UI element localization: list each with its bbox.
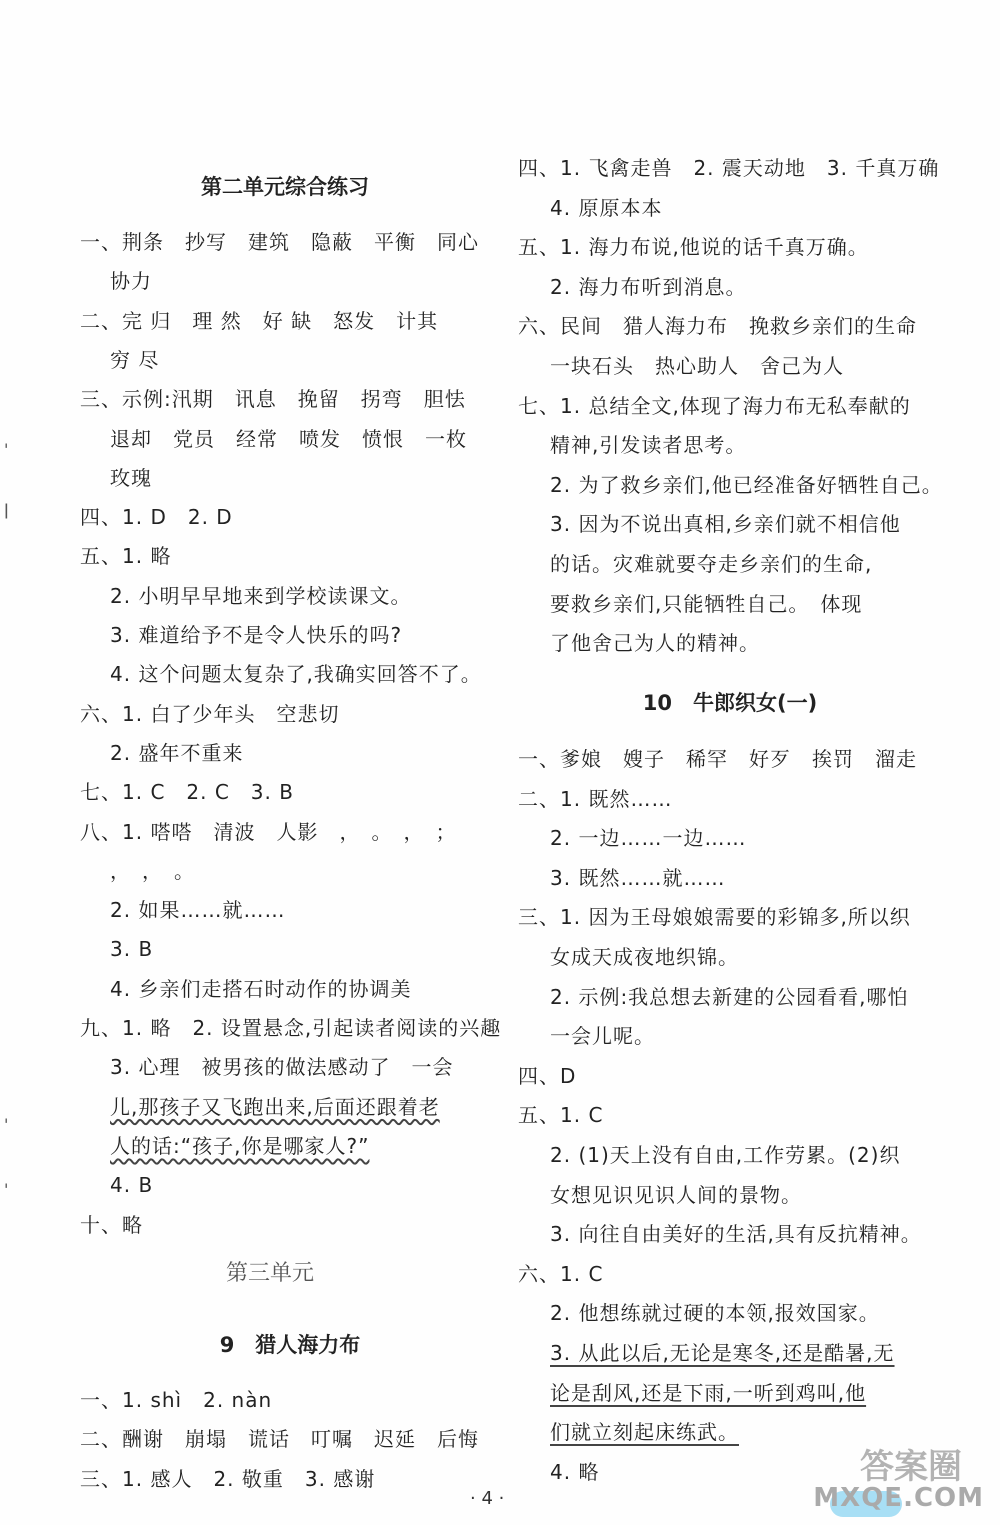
question-number: 四、 <box>518 156 560 180</box>
margin-mark: ' <box>4 1115 9 1134</box>
answer-text: 要救乡亲们,只能牺牲自己。 体现 <box>550 591 863 616</box>
answer-line <box>518 1260 603 1288</box>
answer-line <box>550 943 739 971</box>
answer-line <box>110 267 152 295</box>
answer-line <box>550 1339 895 1367</box>
answer-line <box>550 1418 739 1446</box>
question-number: 三、 <box>80 1466 122 1491</box>
answer-line <box>110 621 402 649</box>
answer-text: 1. shì 2. nàn <box>122 1388 273 1412</box>
answer-line <box>550 629 760 657</box>
answer-text: 民间 猎人海力布 挽救乡亲们的生命 <box>560 314 917 339</box>
answer-text: 3. B <box>110 937 154 962</box>
answer-line <box>550 352 844 380</box>
answer-text: 女想见识见识人间的景物。 <box>550 1182 802 1207</box>
answer-line <box>518 745 917 773</box>
answer-text: 1. 海力布说,他说的话千真万确。 <box>560 235 869 260</box>
answer-text: 精神,引发读者思考。 <box>550 433 747 458</box>
answer-text: 1. 感人 2. 敬重 3. 感谢 <box>122 1466 376 1491</box>
answer-line <box>80 1386 272 1414</box>
question-number: 六、 <box>518 314 560 339</box>
answer-line <box>550 824 746 852</box>
answer-line <box>518 233 869 261</box>
answer-text: 4. 这个问题太复杂了,我确实回答不了。 <box>110 662 482 687</box>
watermark-url: MXQE.COM <box>813 1483 984 1513</box>
answer-text: 4. B <box>110 1173 154 1198</box>
answer-line <box>518 785 672 813</box>
answer-text: 爹娘 嫂子 稀罕 好歹 挨罚 溜走 <box>560 747 917 771</box>
answer-line <box>550 273 746 301</box>
answer-line <box>550 1379 866 1407</box>
answer-text: 1. 嗒嗒 清波 人影 ， 。 ， ； <box>122 819 457 844</box>
answer-text: ， ， 。 <box>110 858 195 883</box>
answer-text: 4. 乡亲们走搭石时动作的协调美 <box>110 976 412 1001</box>
question-number: 二、 <box>80 308 122 333</box>
answer-line <box>550 471 943 499</box>
margin-mark: ' <box>4 1180 9 1199</box>
answer-text: 1. C 2. C 3. B <box>122 780 294 805</box>
question-number: 十、 <box>80 1212 122 1237</box>
question-number: 三、 <box>80 387 122 412</box>
answer-text: 2. (1)天上没有自由,工作劳累。(2)织 <box>550 1143 901 1167</box>
answer-text: 论是刮风,还是下雨,一听到鸡叫,他 <box>550 1380 867 1405</box>
answer-line <box>80 228 479 256</box>
lesson10-title: 10 牛郎织女(一) <box>642 691 818 715</box>
answer-line <box>110 857 195 885</box>
watermark-logo: 答案圈 <box>860 1447 962 1487</box>
answer-line <box>550 550 872 578</box>
answer-text: 2. 一边……一边…… <box>550 826 747 851</box>
answer-text: 1. 因为王母娘娘需要的彩锦多,所以织 <box>560 905 911 930</box>
answer-line <box>550 1141 900 1169</box>
answer-line <box>110 1132 369 1160</box>
answer-line <box>110 1053 453 1081</box>
answer-text: 3. 难道给予不是令人快乐的吗? <box>110 623 403 647</box>
answer-line <box>518 1062 576 1090</box>
question-number: 一、 <box>80 1388 122 1412</box>
question-number: 八、 <box>80 819 122 844</box>
answer-line <box>110 975 411 1003</box>
lesson9-title: 9 猎人海力布 <box>219 1333 361 1357</box>
answer-line <box>550 1299 880 1327</box>
answer-line <box>110 464 152 492</box>
answer-text: 玫瑰 <box>110 465 152 490</box>
answer-line <box>550 1220 922 1248</box>
question-number: 二、 <box>80 1427 122 1452</box>
answer-text: 退却 党员 经常 喷发 愤恨 一枚 <box>110 426 467 451</box>
answer-line <box>550 983 909 1011</box>
answer-line <box>518 1101 603 1129</box>
answer-text: 略 <box>122 1212 143 1237</box>
answer-text: 儿,那孩子又飞跑出来,后面还跟着老 <box>110 1094 440 1119</box>
answer-line <box>518 903 911 931</box>
answer-line <box>80 1211 143 1239</box>
answer-text: 2. 示例:我总想去新建的公园看看,哪怕 <box>550 984 909 1009</box>
margin-mark: ǀ <box>4 500 9 519</box>
answer-line <box>80 385 466 413</box>
question-number: 三、 <box>518 905 560 930</box>
answer-line <box>80 778 294 806</box>
question-number: 七、 <box>80 780 122 805</box>
answer-text: 1. 略 <box>122 544 172 569</box>
question-number: 六、 <box>80 701 122 726</box>
answer-text: 2. 他想练就过硬的本领,报效国家。 <box>550 1301 880 1326</box>
answer-text: 穷 尽 <box>110 347 160 372</box>
answer-text: 3. 既然……就…… <box>550 865 726 890</box>
answer-text: 示例:汛期 讯息 挽留 拐弯 胆怯 <box>122 387 466 412</box>
answer-text: 人的话:“孩子,你是哪家人?” <box>110 1133 370 1158</box>
answer-text: 1. 既然…… <box>560 786 673 811</box>
answer-line <box>80 700 339 728</box>
answer-text: 了他舍己为人的精神。 <box>550 631 760 656</box>
answer-line <box>518 154 939 182</box>
answer-text: 一会儿呢。 <box>550 1024 655 1049</box>
answer-text: 们就立刻起床练武。 <box>550 1420 739 1445</box>
answer-text: 1. 略 2. 设置悬念,引起读者阅读的兴趣 <box>122 1016 502 1040</box>
answer-line <box>80 818 456 846</box>
answer-text: 2. 如果……就…… <box>110 898 286 923</box>
answer-text: 1. 白了少年头 空悲切 <box>122 701 340 726</box>
question-number: 二、 <box>518 786 560 811</box>
answer-line <box>110 346 159 374</box>
answer-text: 完 归 理 然 好 缺 怒发 计其 <box>122 308 439 333</box>
answer-text: 酬谢 崩塌 谎话 叮嘱 迟延 后悔 <box>122 1427 479 1452</box>
answer-line <box>80 503 233 531</box>
unit-title: 第三单元 <box>225 1261 314 1286</box>
answer-line <box>110 1093 440 1121</box>
answer-line <box>550 590 862 618</box>
answer-text: D <box>560 1063 577 1088</box>
answer-line <box>110 935 153 963</box>
answer-line <box>80 1014 501 1042</box>
watermark <box>800 1439 990 1519</box>
section-title: 第二单元综合练习 <box>201 175 369 199</box>
answer-text: 协力 <box>110 269 152 294</box>
answer-line <box>110 739 243 767</box>
answer-line <box>80 1465 375 1493</box>
answer-line <box>110 1171 153 1199</box>
answer-line <box>110 660 482 688</box>
answer-line <box>550 431 746 459</box>
question-number: 五、 <box>80 544 122 569</box>
answer-text: 4. 略 <box>550 1459 600 1484</box>
answer-text: 3. 从此以后,无论是寒冬,还是酷暑,无 <box>550 1341 895 1365</box>
answer-text: 3. 向往自由美好的生活,具有反抗精神。 <box>550 1222 922 1247</box>
answer-line <box>518 312 917 340</box>
answer-text: 1. C <box>560 1261 604 1286</box>
question-number: 五、 <box>518 235 560 260</box>
question-number: 六、 <box>518 1261 560 1286</box>
answer-text: 2. 盛年不重来 <box>110 740 244 765</box>
answer-line <box>550 1022 655 1050</box>
answer-text: 1. D 2. D <box>122 505 233 530</box>
answer-line <box>110 425 467 453</box>
answer-text: 的话。灾难就要夺走乡亲们的生命, <box>550 552 873 576</box>
answer-line <box>110 896 285 924</box>
question-number: 四、 <box>80 505 122 530</box>
answer-text: 一块石头 热心助人 舍己为人 <box>550 354 844 378</box>
answer-text: 2. 为了救乡亲们,他已经准备好牺牲自己。 <box>550 472 943 497</box>
answer-line <box>550 194 662 222</box>
answer-text: 2. 小明早早地来到学校读课文。 <box>110 583 412 608</box>
question-number: 一、 <box>518 747 560 771</box>
answer-line <box>110 582 411 610</box>
answer-text: 4. 原原本本 <box>550 195 663 220</box>
answer-text: 女成天成夜地织锦。 <box>550 945 739 969</box>
question-number: 一、 <box>80 230 122 254</box>
answer-line <box>80 1425 479 1453</box>
answer-line <box>550 1458 599 1486</box>
answer-line <box>550 1181 802 1209</box>
page-number: · 4 · <box>470 1488 505 1509</box>
question-number: 四、 <box>518 1063 560 1088</box>
answer-text: 2. 海力布听到消息。 <box>550 274 747 299</box>
answer-text: 3. 因为不说出真相,乡亲们就不相信他 <box>550 512 901 537</box>
question-number: 七、 <box>518 393 560 418</box>
answer-text: 3. 心理 被男孩的做法感动了 一会 <box>110 1055 454 1080</box>
answer-text: 1. 总结全文,体现了海力布无私奉献的 <box>560 393 911 418</box>
answer-text: 1. C <box>560 1103 604 1128</box>
answer-text: 1. 飞禽走兽 2. 震天动地 3. 千真万确 <box>560 156 940 180</box>
margin-mark: ' <box>4 440 9 459</box>
answer-text: 荆条 抄写 建筑 隐蔽 平衡 同心 <box>122 230 479 254</box>
answer-line <box>80 307 438 335</box>
answer-line <box>80 542 171 570</box>
answer-line <box>550 864 725 892</box>
question-number: 五、 <box>518 1103 560 1128</box>
answer-line <box>518 392 911 420</box>
question-number: 九、 <box>80 1016 122 1040</box>
answer-line <box>550 510 901 538</box>
